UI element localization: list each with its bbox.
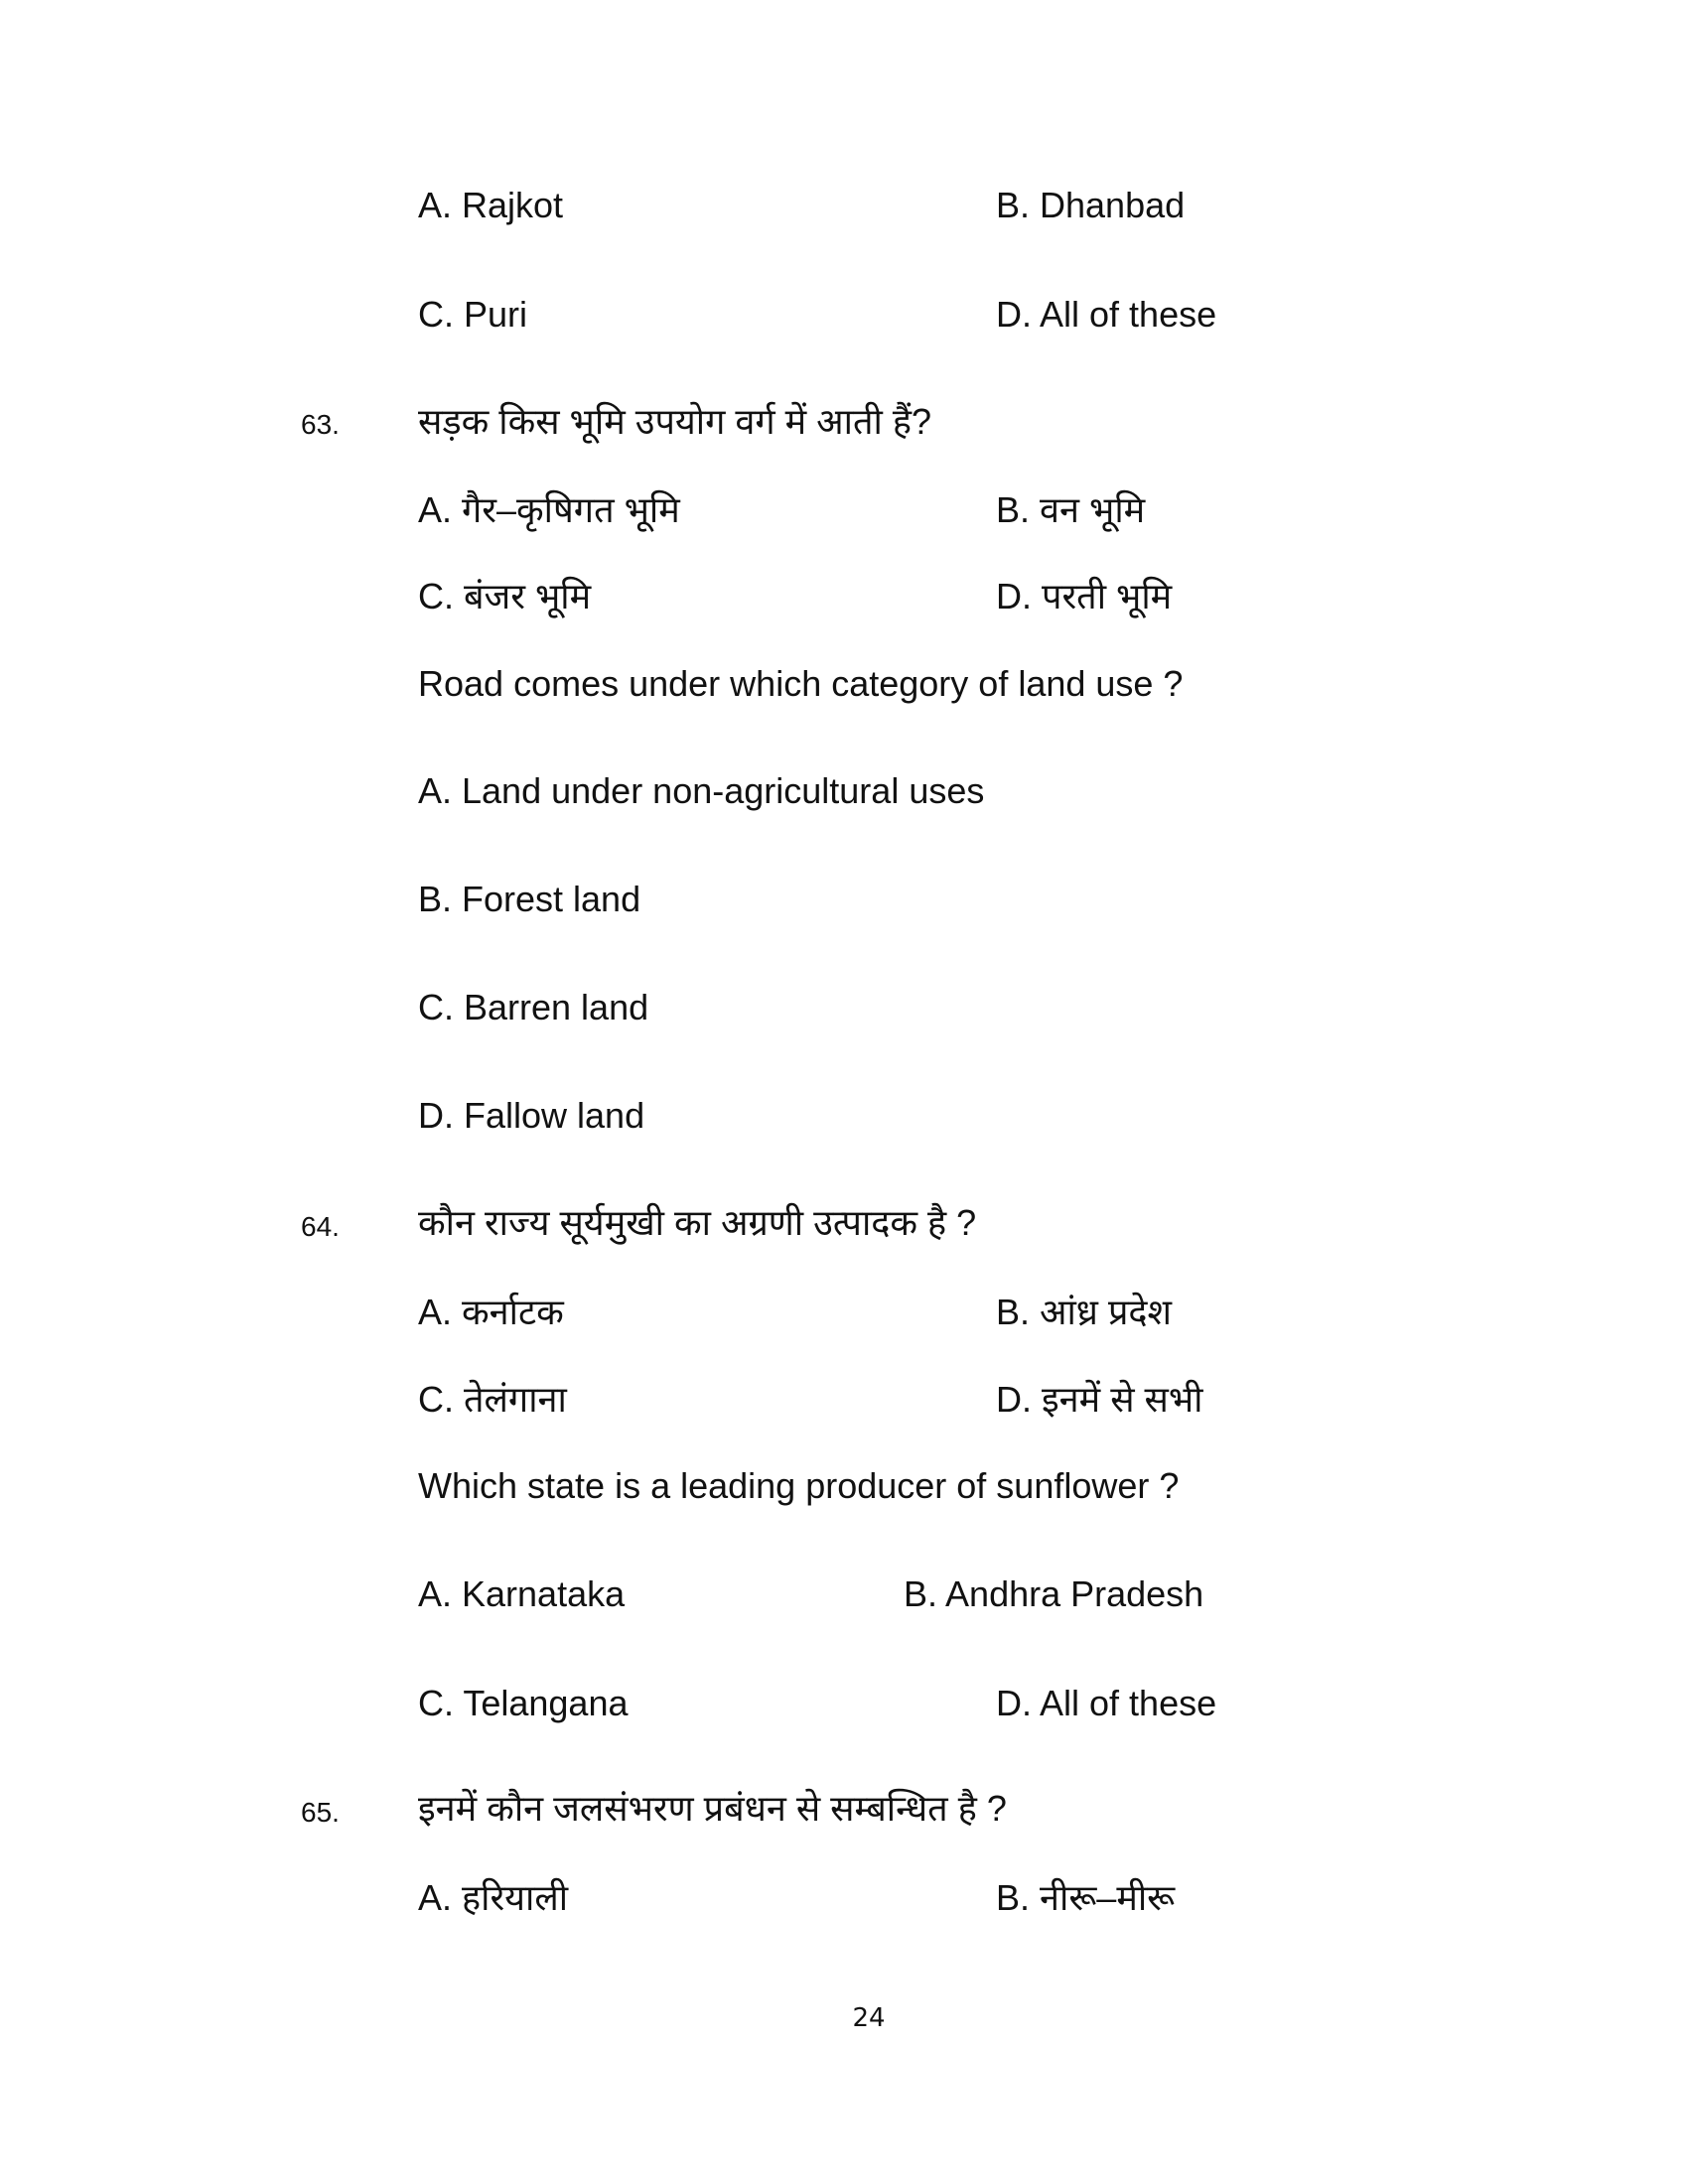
q63-english-option-c: C. Barren land — [418, 987, 649, 1027]
q62-option-c: C. Puri — [418, 294, 528, 335]
q64-english-option-d: D. All of these — [996, 1683, 1217, 1723]
q64-english-option-a: A. Karnataka — [418, 1573, 626, 1614]
q64-english-question: Which state is a leading producer of sunflower ? — [418, 1465, 1180, 1506]
q65-hindi-option-b: B. नीरू–मीरू — [996, 1877, 1176, 1918]
q63-english-option-b: B. Forest land — [418, 879, 641, 919]
q64-hindi-option-d: D. इनमें से सभी — [996, 1379, 1203, 1420]
q63-number: 63. — [301, 409, 340, 440]
q64-english-option-b: B. Andhra Pradesh — [904, 1573, 1204, 1614]
q64-hindi-option-a: A. कर्नाटक — [418, 1292, 564, 1332]
q63-hindi-option-a: A. गैर–कृषिगत भूमि — [418, 489, 680, 530]
q63-hindi-option-d: D. परती भूमि — [996, 576, 1173, 616]
q64-hindi-option-c: C. तेलंगाना — [418, 1379, 567, 1420]
q65-hindi-question: इनमें कौन जलसंभरण प्रबंधन से सम्बन्धित है ? — [418, 1788, 1007, 1829]
q62-option-d: D. All of these — [996, 294, 1217, 335]
q62-option-b: B. Dhanbad — [996, 185, 1186, 225]
q63-hindi-option-b: B. वन भूमि — [996, 489, 1146, 530]
q63-english-option-d: D. Fallow land — [418, 1095, 645, 1136]
q64-english-option-c: C. Telangana — [418, 1683, 629, 1723]
q65-number: 65. — [301, 1797, 340, 1828]
q63-english-option-a: A. Land under non-agricultural uses — [418, 770, 985, 811]
q63-hindi-question: सड़क किस भूमि उपयोग वर्ग में आती हैं? — [418, 401, 931, 442]
q64-hindi-option-b: B. आंध्र प्रदेश — [996, 1292, 1173, 1332]
q64-number: 64. — [301, 1211, 340, 1242]
q64-hindi-question: कौन राज्य सूर्यमुखी का अग्रणी उत्पादक है ? — [418, 1202, 977, 1243]
q63-english-question: Road comes under which category of land use ? — [418, 663, 1184, 704]
page-number: 24 — [852, 2003, 886, 2033]
q63-hindi-option-c: C. बंजर भूमि — [418, 576, 592, 616]
q62-option-a: A. Rajkot — [418, 185, 564, 225]
q65-hindi-option-a: A. हरियाली — [418, 1877, 569, 1918]
